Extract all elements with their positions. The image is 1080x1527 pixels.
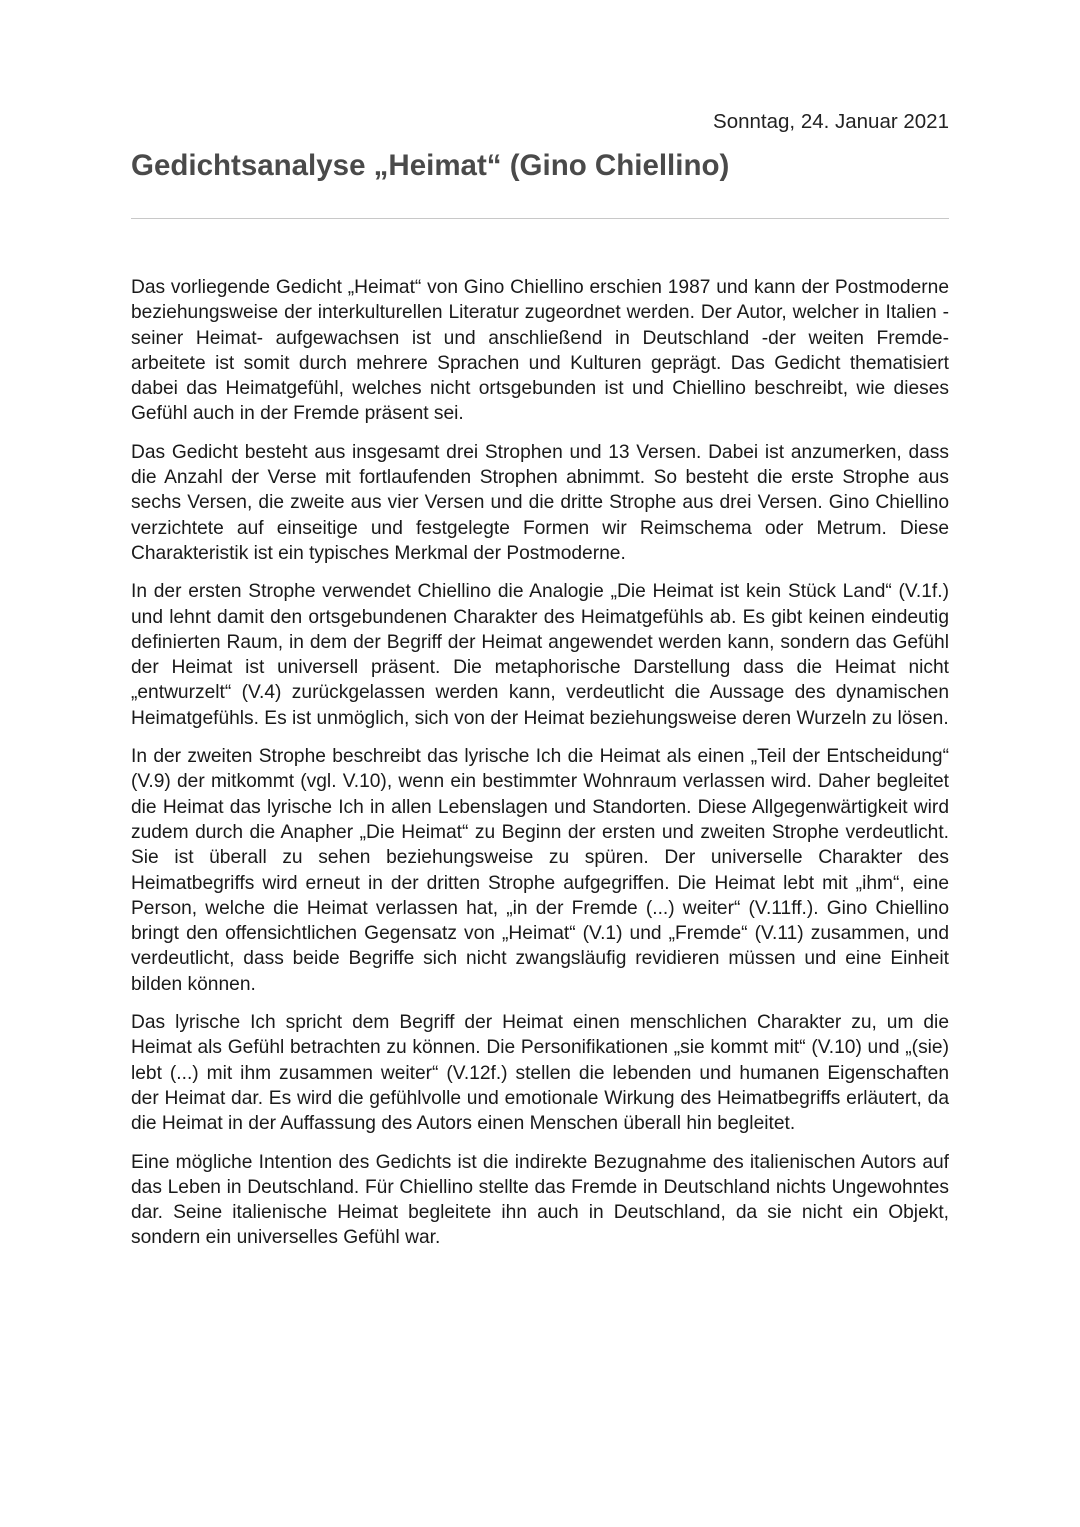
paragraph-introduction: Das vorliegende Gedicht „Heimat“ von Gino Chiellino erschien 1987 und kann der Postmoderne beziehungsweise der interkulturellen Literatur zugeordnet werden. Der Autor, welcher in Italien -seiner Heimat- aufgewachsen ist und anschließend in Deutschland -der weiten Fremde- arbeitete ist somit durch mehrere Sprachen und Kulturen geprägt. Das Gedicht thematisiert dabei das Heimatgefühl, welches nicht ortsgebunden ist und Chiellino beschreibt, wie dieses Gefühl auch in der Fremde präsent sei. xyxy=(131,277,949,425)
paragraph-form: Das Gedicht besteht aus insgesamt drei Strophen und 13 Versen. Dabei ist anzumerken, dass die Anzahl der Verse mit fortlaufenden Strophen abnimmt. So besteht die erste Strophe aus sechs Versen, die zweite aus vier Versen und die dritte Strophe aus drei Versen. Gino Chiellino verzichtete auf einseitige und festgelegte Formen wir Reimschema oder Metrum. Diese Charakteristik ist ein typisches Merkmal der Postmoderne. xyxy=(131,441,949,564)
paragraph-personification: Das lyrische Ich spricht dem Begriff der Heimat einen menschlichen Charakter zu, um die Heimat als Gefühl betrachten zu können. Die Personifikationen „sie kommt mit“ (V.10) und „(sie) lebt (...) mit ihm zusammen weiter“ (V.12f.) stellen die lebenden und humanen Eigenschaften der Heimat dar. Es wird die gefühlvolle und emotionale Wirkung des Heimatbegriffs erläutert, da die Heimat in der Auffassung des Autors einen Menschen überall hin begleitet. xyxy=(131,1012,949,1135)
title-divider xyxy=(131,218,949,219)
document-title: Gedichtsanalyse „Heimat“ (Gino Chiellino) xyxy=(131,149,730,182)
document-date: Sonntag, 24. Januar 2021 xyxy=(713,110,949,133)
paragraph-first-stanza: In der ersten Strophe verwendet Chiellino die Analogie „Die Heimat ist kein Stück Land“ (V.1f.) und lehnt damit den ortsgebundenen Charakter des Heimatgefühls ab. Es gibt keinen eindeutig definierten Raum, in dem der Begriff der Heimat angewendet werden kann, sondern das Gefühl der Heimat ist universell präsent. Die metaphorische Darstellung dass die Heimat nicht „entwurzelt“ (V.4) zurückgelassen werden kann, verdeutlicht die Aussage des dynamischen Heimatgefühls. Es ist unmöglich, sich von der Heimat beziehungsweise deren Wurzeln zu lösen. xyxy=(131,581,949,729)
document-body xyxy=(131,275,949,1264)
paragraph-second-stanza: In der zweiten Strophe beschreibt das lyrische Ich die Heimat als einen „Teil der Entscheidung“ (V.9) der mitkommt (vgl. V.10), wenn ein bestimmter Wohnraum verlassen wird. Daher begleitet die Heimat das lyrische Ich in allen Lebenslagen und Standorten. Diese Allgegenwärtigkeit wird zudem durch die Anapher „Die Heimat“ zu Beginn der ersten und zweiten Strophe verdeutlicht. Sie ist überall zu sehen beziehungsweise zu spüren. Der universelle Charakter des Heimatbegriffs wird erneut in der dritten Strophe aufgegriffen. Die Heimat lebt mit „ihm“, eine Person, welche die Heimat verlassen hat, „in der Fremde (...) weiter“ (V.11ff.). Gino Chiellino bringt den offensichtlichen Gegensatz von „Heimat“ (V.1) und „Fremde“ (V.11) zusammen, und verdeutlicht, dass beide Begriffe sich nicht zwangsläufig revidieren müssen und eine Einheit bilden können. xyxy=(131,746,949,995)
paragraph-intention: Eine mögliche Intention des Gedichts ist die indirekte Bezugnahme des italienischen Autors auf das Leben in Deutschland. Für Chiellino stellte das Fremde in Deutschland nichts Ungewohntes dar. Seine italienische Heimat begleitete ihn auch in Deutschland, da sie nicht ein Objekt, sondern ein universelles Gefühl war. xyxy=(131,1151,949,1249)
